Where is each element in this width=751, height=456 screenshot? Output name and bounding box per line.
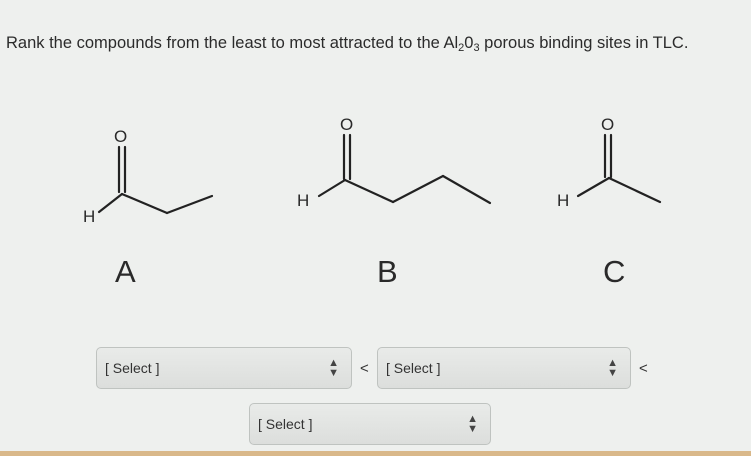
rank-select-1[interactable] — [96, 347, 352, 389]
molecule-label-c: C — [603, 254, 626, 289]
molecule-a-bonds — [99, 147, 212, 213]
molecule-b-bonds — [319, 135, 490, 203]
molecule-label-b: B — [377, 254, 398, 289]
molecule-label-a: A — [115, 254, 136, 289]
molecule-a-oxygen: O — [114, 127, 128, 146]
molecule-c-bonds — [578, 135, 660, 202]
rank-select-2-value: [ Select ] — [386, 360, 441, 376]
molecule-a-hydrogen: H — [83, 207, 96, 226]
question-text: Rank the compounds from the least to most attracted to the $Al_20_3$ porous binding sites in TLC. — [6, 34, 689, 54]
up-down-arrows-icon: ▲ ▼ — [328, 357, 339, 379]
molecule-b-oxygen: O — [340, 115, 354, 134]
rank-select-3-value: [ Select ] — [258, 416, 313, 432]
up-down-arrows-icon: ▲ ▼ — [607, 357, 618, 379]
rank-select-2[interactable] — [377, 347, 631, 389]
molecule-c-hydrogen: H — [557, 191, 570, 210]
molecule-b-hydrogen: H — [297, 191, 310, 210]
less-than-symbol-1: < — [360, 360, 369, 377]
rank-select-3[interactable] — [249, 403, 491, 445]
rank-select-1-value: [ Select ] — [105, 360, 160, 376]
bottom-border — [0, 451, 751, 456]
molecule-c-oxygen: O — [601, 115, 615, 134]
up-down-arrows-icon: ▲ ▼ — [467, 413, 478, 435]
less-than-symbol-2: < — [639, 360, 648, 377]
aldehyde-structures — [0, 100, 751, 230]
